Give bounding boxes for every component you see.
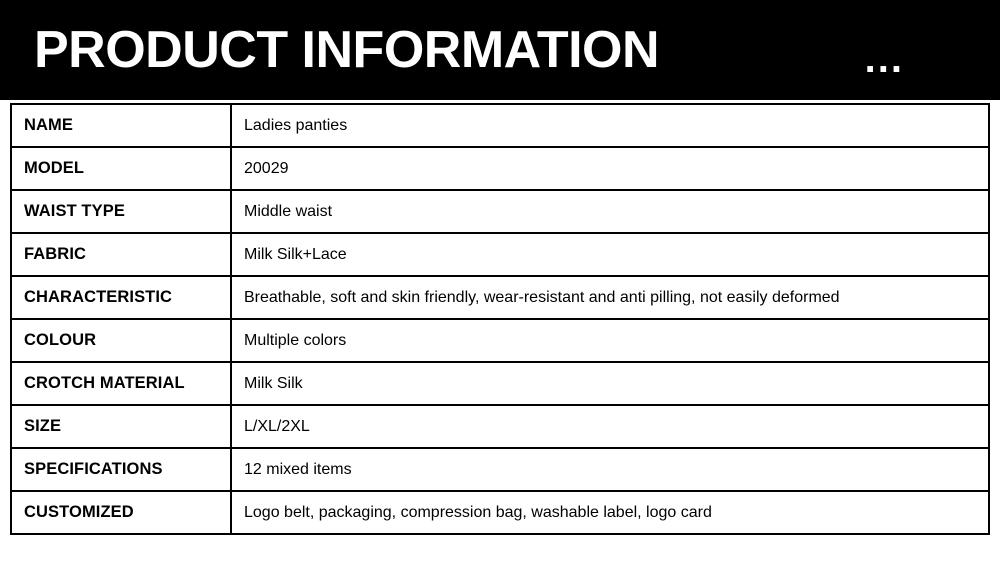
table-row bbox=[11, 491, 989, 534]
spec-value: 20029 bbox=[231, 147, 989, 190]
spec-value: Ladies panties bbox=[231, 104, 989, 147]
spec-label: SPECIFICATIONS bbox=[11, 448, 231, 491]
spec-label: CUSTOMIZED bbox=[11, 491, 231, 534]
spec-value: Multiple colors bbox=[231, 319, 989, 362]
spec-label: FABRIC bbox=[11, 233, 231, 276]
spec-label: MODEL bbox=[11, 147, 231, 190]
table-row bbox=[11, 319, 989, 362]
spec-value: Middle waist bbox=[231, 190, 989, 233]
spec-label: NAME bbox=[11, 104, 231, 147]
spec-value: Breathable, soft and skin friendly, wear-resistant and anti pilling, not easily deformed bbox=[231, 276, 989, 319]
product-spec-table bbox=[10, 103, 990, 535]
spec-label: COLOUR bbox=[11, 319, 231, 362]
spec-value: 12 mixed items bbox=[231, 448, 989, 491]
spec-label: SIZE bbox=[11, 405, 231, 448]
spec-table-body bbox=[11, 104, 989, 534]
page-title: PRODUCT INFORMATION bbox=[34, 21, 660, 79]
spec-value: Milk Silk+Lace bbox=[231, 233, 989, 276]
spec-label: CHARACTERISTIC bbox=[11, 276, 231, 319]
spec-value: Logo belt, packaging, compression bag, washable label, logo card bbox=[231, 491, 989, 534]
table-row bbox=[11, 448, 989, 491]
table-row bbox=[11, 362, 989, 405]
table-row bbox=[11, 104, 989, 147]
ellipsis-icon: ... bbox=[864, 37, 904, 81]
header-banner bbox=[0, 0, 1000, 100]
table-row bbox=[11, 190, 989, 233]
spec-value: Milk Silk bbox=[231, 362, 989, 405]
table-row bbox=[11, 276, 989, 319]
table-row bbox=[11, 147, 989, 190]
spec-label: CROTCH MATERIAL bbox=[11, 362, 231, 405]
spec-label: WAIST TYPE bbox=[11, 190, 231, 233]
spec-value: L/XL/2XL bbox=[231, 405, 989, 448]
table-row bbox=[11, 405, 989, 448]
spec-table-wrapper bbox=[0, 103, 1000, 535]
table-row bbox=[11, 233, 989, 276]
